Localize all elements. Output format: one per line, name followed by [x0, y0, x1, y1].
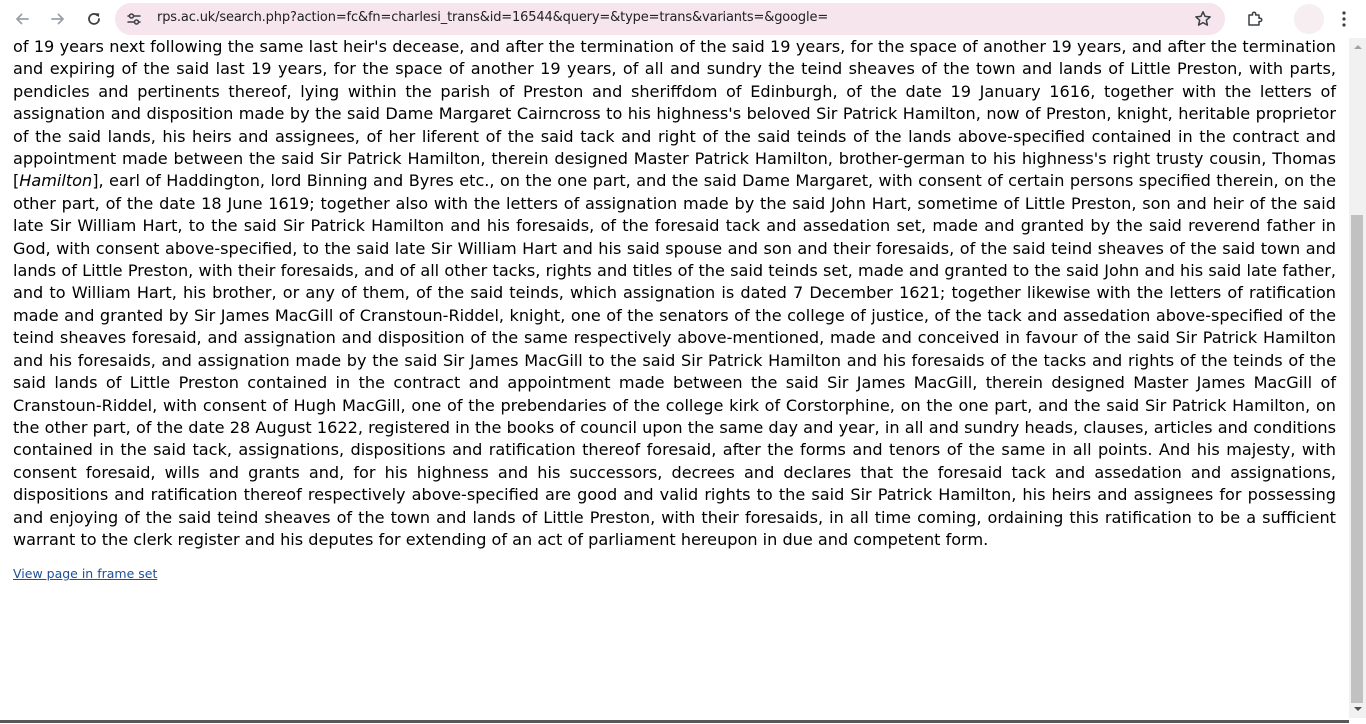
site-info-button[interactable] — [122, 7, 146, 31]
back-button[interactable] — [8, 5, 36, 33]
url-text[interactable]: rps.ac.uk/search.php?action=fc&fn=charlesi_trans&id=16544&query=&type=trans&variants=&google= — [157, 10, 829, 25]
bookmark-button[interactable] — [1191, 7, 1215, 31]
forward-arrow-icon — [50, 11, 66, 27]
puzzle-icon — [1246, 10, 1264, 28]
page-viewport — [0, 38, 1349, 718]
bottom-border-line — [0, 720, 1349, 723]
reload-button[interactable] — [80, 5, 108, 33]
browser-toolbar — [0, 0, 1366, 38]
vertical-scrollbar[interactable] — [1349, 38, 1366, 718]
record-text-part-2: ], earl of Haddington, lord Binning and Byres etc., on the one part, and the said Dame Margaret, with consent of certain persons specified therein, on the other part, of the date 18 June 1619; together also with the letters of assignation made by the said John Hart, sometime of Little Preston, son and heir of the said late Sir William Hart, to the said Sir Patrick Hamilton and his foresaids, of the foresaid tack and assedation set, made and granted by the said reverend father in God, with consent above-specified, to the said late Sir William Hart and his said spouse and son and their foresaids, of the said teind sheaves of the said town and lands of Little Preston, with their foresaids, and of all other tacks, rights and titles of the said teinds set, made and granted to the said John and his said late father, and to William Hart, his brother, or any of them, of the said teinds, which assignation is dated 7 December 1621; together likewise with the letters of ratification made and granted by Sir James MacGill of Cranstoun-Riddel, knight, one of the senators of the college of justice, of the tack and assedation above-specified of the teind sheaves foresaid, and assignation and disposition of the same respectively above-mentioned, made and conceived in favour of the said Sir Patrick Hamilton and his foresaids, and assignation made by the said Sir James MacGill to the said Sir Patrick Hamilton and his foresaids of the tacks and rights of the teinds of the said lands of Little Preston contained in the contract and appointment made between the said Sir James MacGill, therein designed Master James MacGill of Cranstoun-Riddel, with consent of Hugh MacGill, one of the prebendaries of the college kirk of Corstorphine, on the one part, and the said Sir Patrick Hamilton, on the other part, of the date 28 August 1622, registered in the books of council upon the same day and year, in all and sundry heads, clauses, articles and conditions contained in the said tack, assignations, dispositions and ratification thereof foresaid, after the forms and tenors of the same in all points. And his majesty, with consent foresaid, wills and grants and, for his highness and his successors, decrees and declares that the foresaid tack and assedation and assignations, dispositions and ratification thereof respectively above-specified are good and valid rights to the said Sir Patrick Hamilton, his heirs and assignees for possessing and enjoying of the said teind sheaves of the town and lands of Little Preston, with their foresaids, in all time coming, ordaining this ratification to be a sufficient warrant to the clerk register and his deputes for extending of an act of parliament hereupon in due and competent form. — [13, 171, 1336, 549]
scroll-down-arrow-icon — [1354, 706, 1362, 712]
scroll-up-arrow-icon — [1354, 44, 1362, 50]
avatar — [1294, 4, 1324, 34]
scroll-up-button[interactable] — [1349, 40, 1366, 54]
record-translation-text — [13, 38, 1336, 551]
scroll-down-button[interactable] — [1349, 702, 1366, 716]
back-arrow-icon — [14, 11, 30, 27]
record-text-part-1: of 19 years next following the same last heir's decease, and after the termination of the said 19 years, for the space of another 19 years, and after the termination and expiring of the said last 19 years, for the space of another 19 years, of all and sundry the teind sheaves of the town and lands of Little Preston, with parts, pendicles and pertinents thereof, lying within the parish of Preston and sheriffdom of Edinburgh, of the date 19 January 1616, together with the letters of assignation and disposition made by the said Dame Margaret Cairncross to his highness's beloved Sir Patrick Hamilton, now of Preston, knight, heritable proprietor of the said lands, his heirs and assignees, of her liferent of the said tack and right of the said teinds of the lands above-specified contained in the contract and appointment made between the said Sir Patrick Hamilton, therein designed Master Patrick Hamilton, brother-german to his highness's right trusty cousin, Thomas [ — [13, 38, 1336, 191]
browser-menu-button[interactable] — [1331, 5, 1357, 33]
extensions-button[interactable] — [1241, 5, 1269, 33]
star-icon — [1194, 10, 1212, 28]
profile-button[interactable] — [1290, 5, 1328, 33]
address-bar[interactable] — [115, 3, 1225, 35]
site-info-icon — [126, 11, 142, 27]
window-bottom-edge — [0, 718, 1366, 724]
kebab-menu-icon — [1341, 10, 1347, 28]
reload-icon — [86, 11, 102, 27]
forward-button[interactable] — [44, 5, 72, 33]
scrollbar-thumb[interactable] — [1351, 215, 1363, 703]
view-frame-set-link[interactable]: View page in frame set — [13, 566, 158, 581]
record-text-italic: Hamilton — [19, 171, 93, 191]
